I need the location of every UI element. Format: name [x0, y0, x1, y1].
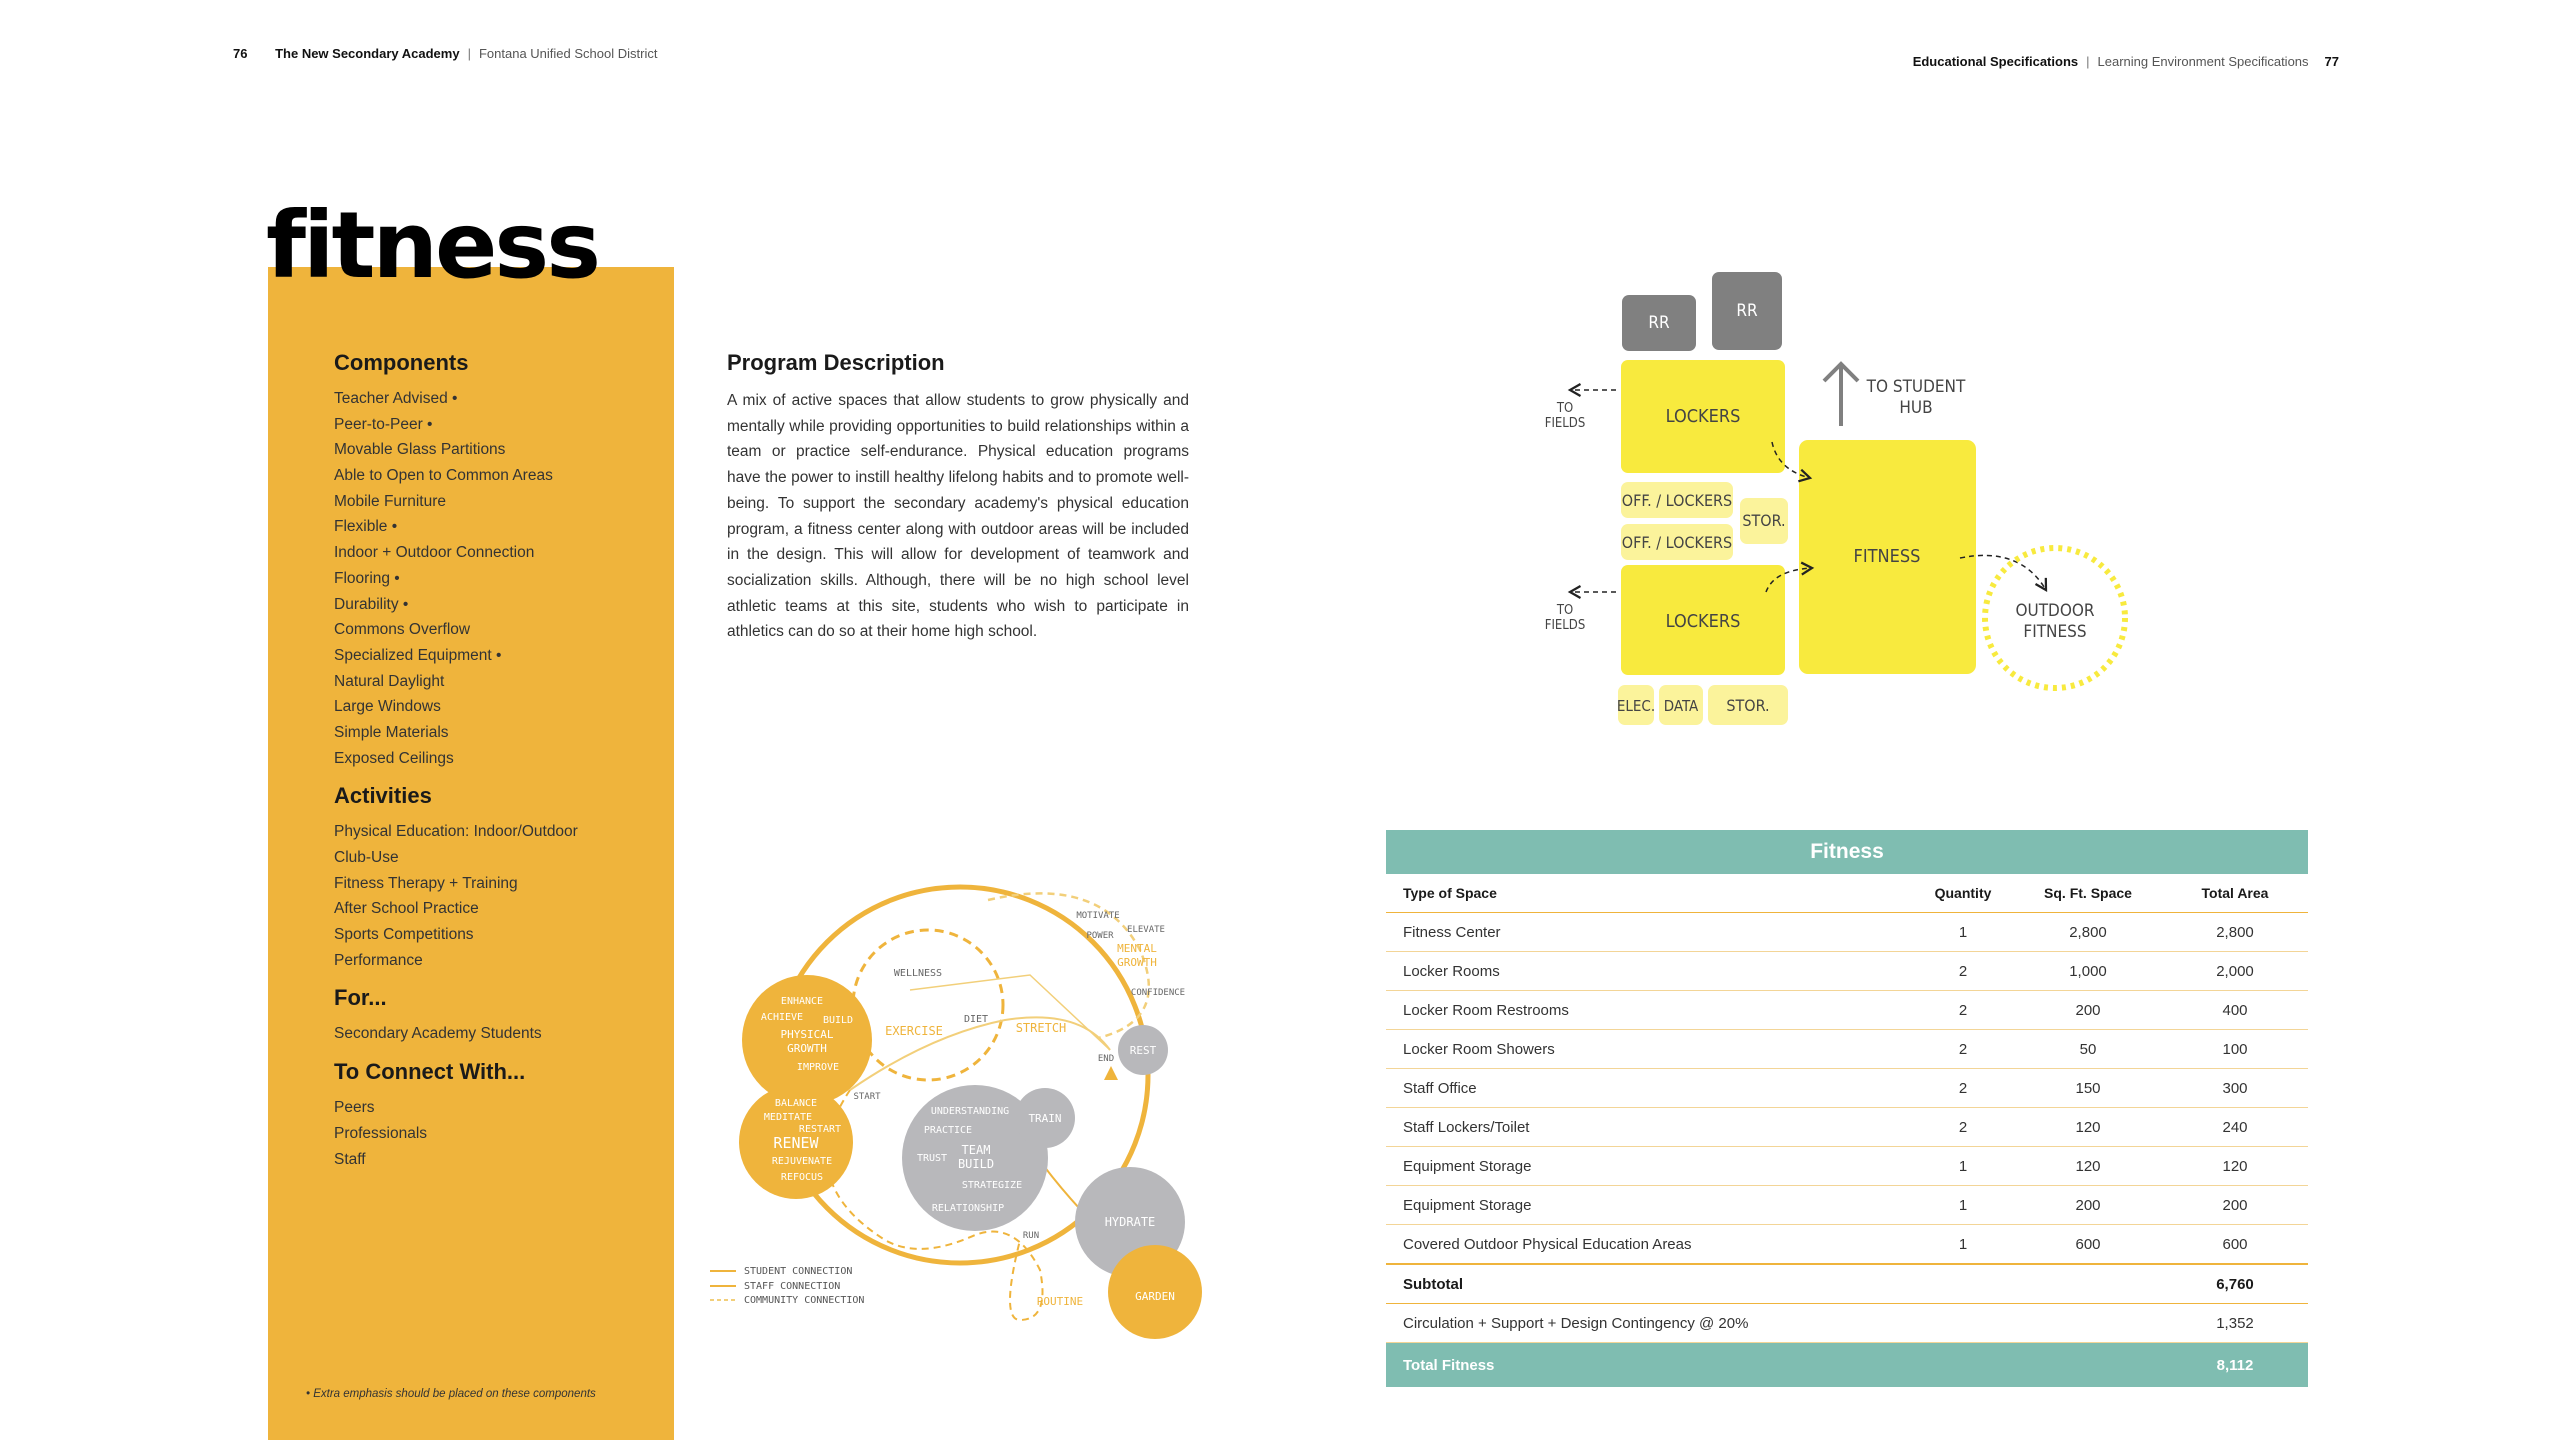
total-cell: 240 [2162, 1108, 2308, 1147]
rr-label-1: RR [1648, 313, 1670, 333]
outdoor-label: OUTDOOR [2015, 601, 2095, 621]
to-student-label: TO STUDENT [1866, 377, 1966, 397]
renew-word-renew: RENEW [773, 1134, 819, 1152]
circulation-label: Circulation + Support + Design Contingency @ 20% [1386, 1304, 1912, 1343]
total-cell: 100 [2162, 1030, 2308, 1069]
col-sqft-header: Sq. Ft. Space [2014, 874, 2162, 913]
exercise-label: EXERCISE [885, 1024, 943, 1038]
table-body [1386, 913, 2308, 1265]
component-item: Indoor + Outdoor Connection [334, 544, 535, 562]
total-cell: 300 [2162, 1069, 2308, 1108]
tb-word-trust: TRUST [916, 1153, 948, 1164]
page-header-right: Educational Specifications | Learning Environment Specifications 77 [1912, 54, 2339, 69]
total-cell: 2,800 [2162, 913, 2308, 952]
footnote: • Extra emphasis should be placed on these components [306, 1388, 596, 1400]
activity-item: After School Practice [334, 900, 479, 918]
component-item: Peer-to-Peer • [334, 415, 433, 433]
diet-line [910, 975, 1110, 1050]
renew-word-restart: RESTART [798, 1124, 842, 1135]
fitness-space-table [1386, 830, 2308, 1387]
total-cell: 2,000 [2162, 952, 2308, 991]
page-title: fitness [266, 192, 598, 299]
lockers-label-2: LOCKERS [1665, 611, 1741, 632]
run-label: RUN [1022, 1231, 1040, 1241]
tb-word-understanding: UNDERSTANDING [930, 1106, 1010, 1117]
to-fields-to-2: TO [1556, 603, 1574, 618]
program-heading: Program Description [727, 350, 945, 375]
tb-word-team: TEAM [961, 1143, 991, 1157]
tb-word-build: BUILD [957, 1157, 995, 1171]
sqft-cell: 2,800 [2014, 913, 2162, 952]
stretch-label: STRETCH [1015, 1021, 1067, 1035]
sqft-cell: 600 [2014, 1225, 2162, 1265]
table-row [1386, 952, 2308, 991]
legend-staff: STAFF CONNECTION [744, 1281, 841, 1292]
component-item: Simple Materials [334, 723, 449, 741]
component-item: Movable Glass Partitions [334, 441, 506, 459]
tb-word-relationship: RELATIONSHIP [931, 1203, 1005, 1214]
mg-word-growth: GROWTH [1117, 956, 1157, 969]
pg-word-achieve: ACHIEVE [760, 1012, 804, 1023]
component-item: Able to Open to Common Areas [334, 467, 553, 485]
elec-label: ELEC. [1616, 697, 1656, 715]
for-list [334, 1021, 664, 1047]
type-cell: Equipment Storage [1386, 1147, 1912, 1186]
data-label: DATA [1663, 697, 1699, 715]
table-row [1386, 913, 2308, 952]
total-cell: 400 [2162, 991, 2308, 1030]
component-item: Specialized Equipment • [334, 646, 502, 664]
type-cell: Fitness Center [1386, 913, 1912, 952]
activity-item: Club-Use [334, 849, 399, 866]
legend-community: COMMUNITY CONNECTION [744, 1295, 865, 1306]
mg-word-mental: MENTAL [1117, 942, 1157, 955]
component-item: Natural Daylight [334, 672, 445, 690]
mg-word-elevate: ELEVATE [1127, 925, 1165, 935]
activities-heading: Activities [334, 783, 432, 809]
start-label: START [853, 1092, 881, 1102]
type-cell: Equipment Storage [1386, 1186, 1912, 1225]
to-fields-label-1: FIELDS [1544, 416, 1586, 431]
stor-label-2: STOR. [1726, 696, 1770, 715]
type-cell: Locker Room Showers [1386, 1030, 1912, 1069]
document-title: The New Secondary Academy [275, 46, 460, 61]
quantity-cell: 2 [1912, 1069, 2014, 1108]
table-row [1386, 991, 2308, 1030]
connection-item: Professionals [334, 1124, 428, 1142]
wellness-bubble-diagram [700, 880, 1220, 1350]
quantity-cell: 2 [1912, 1030, 2014, 1069]
total-cell: 600 [2162, 1225, 2308, 1265]
components-heading: Components [334, 350, 469, 375]
total-row [1386, 1343, 2308, 1388]
program-text: A mix of active spaces that allow students to grow physically and mentally while providing opportunities to build relationships within a team or practice self-endurance. Physical education programs have the power to instill healthy lifelong habits and to promote well-being. To support the secondary academy's physical education program, a fitness center along with outdoor areas will be included in the design. This will allow for development of teamwork and socialization skills. Although, there will be no high school level athletic teams at this site, students who wish to participate in athletics can do so at their home high school. [727, 392, 1189, 641]
connection-item: Peers [334, 1099, 375, 1117]
audience-item: Secondary Academy Students [334, 1025, 542, 1043]
type-cell: Staff Lockers/Toilet [1386, 1108, 1912, 1147]
wellness-circle [853, 930, 1003, 1080]
outdoor-fitness-label: FITNESS [2023, 622, 2087, 642]
type-cell: Covered Outdoor Physical Education Areas [1386, 1225, 1912, 1265]
type-cell: Staff Office [1386, 1069, 1912, 1108]
table-row [1386, 1069, 2308, 1108]
total-label: Total Fitness [1386, 1343, 1912, 1388]
space-table [1386, 874, 2308, 1387]
circulation-value: 1,352 [2162, 1304, 2308, 1343]
hub-label: HUB [1899, 398, 1933, 418]
table-row [1386, 1030, 2308, 1069]
pg-word-improve: IMPROVE [796, 1062, 840, 1073]
type-cell: Locker Room Restrooms [1386, 991, 1912, 1030]
sqft-cell: 150 [2014, 1069, 2162, 1108]
subtotal-value: 6,760 [2162, 1264, 2308, 1304]
total-value: 8,112 [2162, 1343, 2308, 1388]
train-label: TRAIN [1028, 1112, 1062, 1125]
component-item: Flooring • [334, 569, 400, 587]
rr-label-2: RR [1736, 301, 1758, 321]
lockers-label-1: LOCKERS [1665, 406, 1741, 427]
to-fields-label-2: FIELDS [1544, 618, 1586, 633]
table-header-row [1386, 874, 2308, 913]
table-row [1386, 1186, 2308, 1225]
section-name: Educational Specifications [1912, 54, 2079, 69]
quantity-cell: 2 [1912, 991, 2014, 1030]
sidebar-panel [268, 267, 674, 1440]
component-item: Commons Overflow [334, 621, 471, 639]
subtotal-row [1386, 1264, 2308, 1304]
connect-list [334, 1095, 664, 1172]
renew-word-balance: BALANCE [774, 1098, 818, 1109]
component-item: Exposed Ceilings [334, 749, 454, 767]
subsection-name: Learning Environment Specifications [2097, 54, 2309, 69]
connect-heading: To Connect With... [334, 1059, 526, 1085]
table-row [1386, 1225, 2308, 1265]
wellness-label: WELLNESS [893, 968, 943, 979]
sqft-cell: 50 [2014, 1030, 2162, 1069]
renew-word-meditate: MEDITATE [763, 1112, 813, 1123]
off-lockers-label-1: OFF. / LOCKERS [1621, 491, 1733, 510]
district-name: Fontana Unified School District [478, 46, 658, 61]
table-row [1386, 1147, 2308, 1186]
sqft-cell: 200 [2014, 1186, 2162, 1225]
circulation-row [1386, 1304, 2308, 1343]
garden-label: GARDEN [1135, 1290, 1175, 1303]
mg-word-power: POWER [1086, 931, 1114, 941]
mg-word-confidence: CONFIDENCE [1130, 988, 1186, 998]
activity-item: Performance [334, 951, 423, 969]
fitness-label: FITNESS [1853, 546, 1921, 567]
stor-label-1: STOR. [1742, 511, 1786, 530]
sqft-cell: 1,000 [2014, 952, 2162, 991]
table-row [1386, 1108, 2308, 1147]
pg-word-physical: PHYSICAL [780, 1028, 834, 1041]
component-item: Durability • [334, 595, 409, 613]
up-arrow-icon [1824, 364, 1858, 426]
hydrate-label: HYDRATE [1104, 1215, 1156, 1229]
total-cell: 200 [2162, 1186, 2308, 1225]
pg-word-build: BUILD [822, 1015, 854, 1026]
activity-item: Physical Education: Indoor/Outdoor [334, 823, 578, 841]
component-item: Flexible • [334, 518, 398, 536]
for-heading: For... [334, 985, 387, 1011]
tb-word-practice: PRACTICE [923, 1125, 973, 1136]
off-lockers-label-2: OFF. / LOCKERS [1621, 533, 1733, 552]
quantity-cell: 1 [1912, 1225, 2014, 1265]
quantity-cell: 1 [1912, 1147, 2014, 1186]
renew-word-rejuvenate: REJUVENATE [771, 1156, 833, 1167]
quantity-cell: 2 [1912, 952, 2014, 991]
bubble-legend [710, 1266, 864, 1306]
quantity-cell: 1 [1912, 913, 2014, 952]
pg-word-growth: GROWTH [787, 1042, 827, 1055]
activity-item: Sports Competitions [334, 926, 474, 944]
routine-label: ROUTINE [1036, 1295, 1084, 1308]
activity-item: Fitness Therapy + Training [334, 874, 518, 892]
mg-word-motivate: MOTIVATE [1076, 911, 1120, 921]
sqft-cell: 200 [2014, 991, 2162, 1030]
page-header-left: 76 The New Secondary Academy | Fontana Unified School District [233, 46, 658, 61]
col-total-header: Total Area [2162, 874, 2308, 913]
sqft-cell: 120 [2014, 1147, 2162, 1186]
activities-list [334, 819, 664, 973]
component-item: Large Windows [334, 698, 441, 716]
type-cell: Locker Rooms [1386, 952, 1912, 991]
component-item: Mobile Furniture [334, 492, 446, 510]
quantity-cell: 1 [1912, 1186, 2014, 1225]
col-quantity-header: Quantity [1912, 874, 2014, 913]
rest-label: REST [1129, 1044, 1157, 1057]
end-arrow-icon [1104, 1066, 1118, 1080]
col-type-header: Type of Space [1386, 874, 1912, 913]
renew-word-refocus: REFOCUS [780, 1172, 824, 1183]
components-list [334, 386, 664, 771]
legend-student: STUDENT CONNECTION [744, 1266, 853, 1277]
diet-label: DIET [963, 1014, 989, 1025]
connection-item: Staff [334, 1150, 366, 1168]
table-title: Fitness [1386, 830, 2308, 874]
end-label: END [1097, 1054, 1115, 1064]
subtotal-label: Subtotal [1386, 1264, 1912, 1304]
to-fields-to-1: TO [1556, 401, 1574, 416]
sqft-cell: 120 [2014, 1108, 2162, 1147]
page-number-left: 76 [233, 46, 248, 61]
component-item: Teacher Advised • [334, 390, 458, 407]
total-cell: 120 [2162, 1147, 2308, 1186]
pg-word-enhance: ENHANCE [780, 996, 824, 1007]
adjacency-diagram [1540, 260, 2160, 740]
quantity-cell: 2 [1912, 1108, 2014, 1147]
tb-word-strategize: STRATEGIZE [961, 1180, 1023, 1191]
page-number-right: 77 [2324, 54, 2339, 69]
